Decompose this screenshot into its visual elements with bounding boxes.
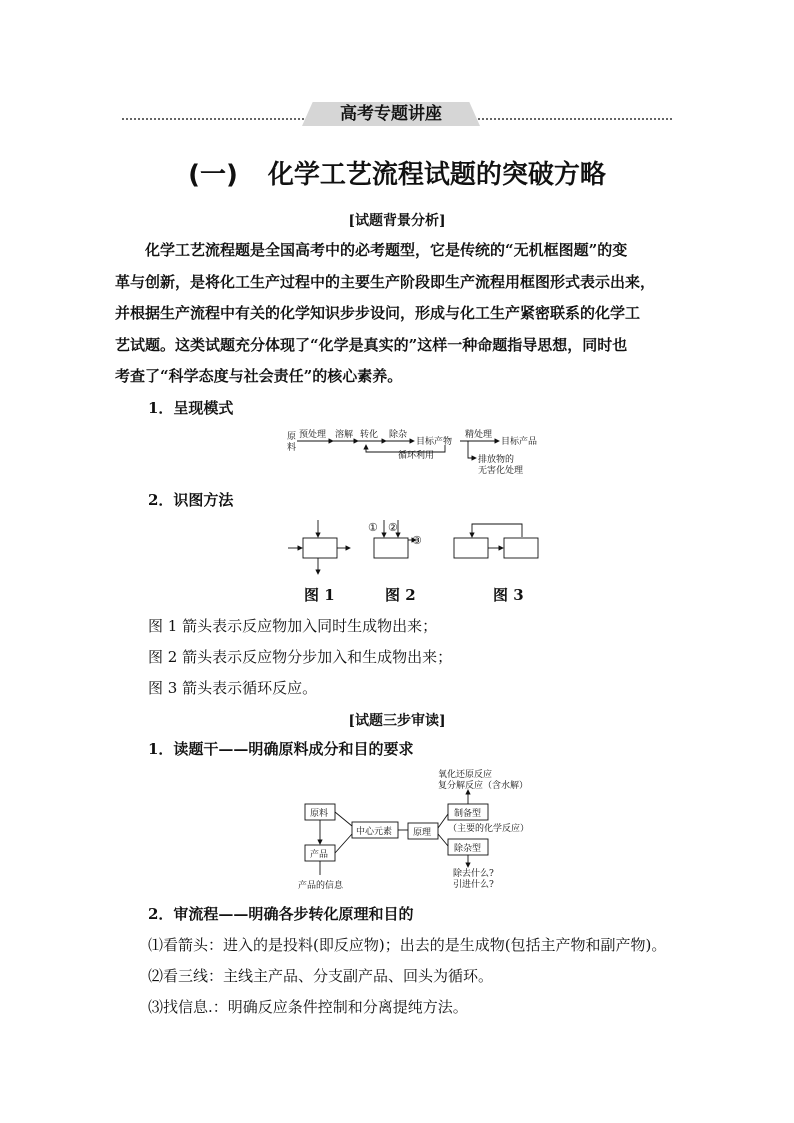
- figure2-box: [374, 538, 408, 558]
- figure-note: 图 3 箭头表示循环反应。: [148, 679, 318, 697]
- banner-line-left: [122, 118, 304, 120]
- flow-waste-line2: 无害化处理: [478, 466, 524, 476]
- connector-line: [438, 814, 448, 828]
- paragraph-line: 化学工艺流程题是全国高考中的必考题型，它是传统的“无机框图题”的变: [145, 241, 628, 259]
- connector-line: [438, 834, 448, 846]
- background-paragraph: [115, 235, 690, 393]
- presentation-flow-diagram: [280, 425, 570, 477]
- section-heading-three-steps: [试题三步审读]: [348, 713, 446, 729]
- flow-step-label: 转化: [360, 430, 379, 440]
- flow-start-line1: 原: [287, 432, 297, 442]
- paragraph-line: 并根据生产流程中有关的化学知识步步设问，形成与化工生产紧密联系的化学工: [115, 304, 641, 322]
- title-text: 化学工艺流程试题的突破方略: [267, 160, 606, 190]
- figure-caption: 图 1: [304, 586, 335, 604]
- figure3-box-right: [504, 538, 538, 558]
- figure2-marker: ②: [388, 521, 398, 534]
- step1-heading: 1．读题干——明确原料成分和目的要求: [148, 740, 414, 758]
- item-heading-presentation: 1．呈现模式: [148, 399, 234, 417]
- figure-note: 图 1 箭头表示反应物加入同时生成物出来；: [148, 617, 438, 635]
- figure-caption: 图 2: [385, 586, 416, 604]
- product-label: 产品: [310, 850, 329, 860]
- figure-note: 图 2 箭头表示反应物分步加入和生成物出来；: [148, 648, 453, 666]
- raw-label: 原料: [310, 809, 329, 819]
- flow-waste-line1: 排放物的: [478, 455, 515, 465]
- banner-title: 高考专题讲座: [340, 104, 442, 124]
- flow-step-label: 除杂: [389, 430, 408, 440]
- remove-question: 除去什么?: [453, 869, 494, 879]
- paragraph-line: 艺试题。这类试题充分体现了“化学是真实的”这样一种命题指导思想，同时也: [115, 335, 628, 354]
- reading-method-figures: [286, 518, 546, 578]
- paragraph-line: 考查了“科学态度与社会责任”的核心素养。: [115, 367, 403, 385]
- flow-start-line2: 料: [287, 443, 297, 453]
- page-title: [0, 154, 794, 191]
- figure3-box-left: [454, 538, 488, 558]
- purify-label: 除杂型: [454, 844, 482, 854]
- step2-item: ⑵看三线：主线主产品、分支副产品、回头为循环。: [148, 967, 494, 985]
- decomposition-label: 复分解反应（含水解）: [438, 781, 529, 791]
- connector-line: [335, 812, 352, 826]
- flow-target-label: 目标产物: [416, 437, 453, 447]
- flow-step-label: 溶解: [335, 430, 354, 440]
- connector-line: [335, 834, 352, 853]
- step2-item: ⑴看箭头：进入的是投料(即反应物)；出去的是生成物(包括主产物和副产物)。: [148, 936, 667, 954]
- redox-label: 氧化还原反应: [438, 770, 493, 780]
- section-heading-background: [试题背景分析]: [348, 213, 446, 229]
- figure2-marker: ③: [412, 534, 422, 547]
- figure2-marker: ①: [368, 521, 378, 534]
- paragraph-line: 革与创新，是将化工生产过程中的主要生产阶段即生产流程用框图形式表示出来，: [115, 272, 656, 291]
- introduce-question: 引进什么?: [453, 880, 494, 890]
- main-reaction-label: （主要的化学反应）: [448, 824, 530, 834]
- principle-label: 原理: [413, 828, 432, 838]
- figure1-box: [303, 538, 337, 558]
- step2-item: ⑶找信息.：明确反应条件控制和分离提纯方法。: [148, 998, 468, 1016]
- item-heading-reading: 2．识图方法: [148, 491, 234, 509]
- figure3-arrow-cycle: [472, 524, 522, 537]
- figure-caption: 图 3: [493, 586, 524, 604]
- flow-step-label: 预处理: [299, 430, 327, 440]
- flow-refine-label: 精处理: [465, 430, 493, 440]
- flow-recycle-label: 循环利用: [398, 451, 435, 461]
- raw-material-concept-diagram: [290, 768, 560, 896]
- banner-line-right: [478, 118, 672, 120]
- center-element-label: 中心元素: [356, 827, 393, 837]
- product-info-label: 产品的信息: [298, 881, 344, 891]
- title-number: (一): [188, 160, 238, 190]
- prep-label: 制备型: [454, 809, 482, 819]
- step2-heading: 2．审流程——明确各步转化原理和目的: [148, 905, 414, 923]
- flow-final-label: 目标产品: [501, 437, 538, 447]
- waste-arrow: [468, 441, 476, 458]
